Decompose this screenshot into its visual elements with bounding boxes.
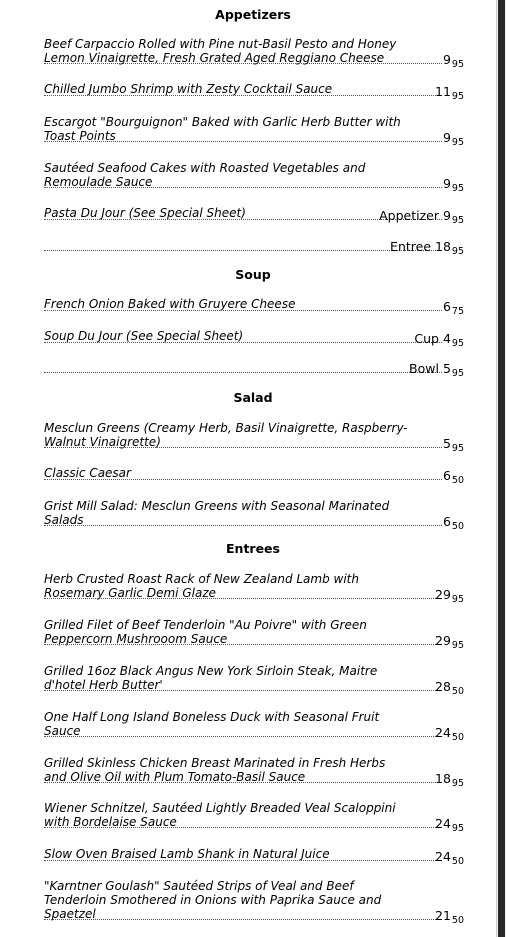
item-price: $29_{95}$ — [435, 633, 464, 651]
dotted-leader — [44, 525, 442, 526]
item-price: $24_{95}$ — [435, 816, 464, 834]
item-price: $11_{95}$ — [435, 84, 464, 102]
item-price: Entree $18_{95}$ — [390, 239, 464, 257]
dotted-leader — [44, 860, 442, 861]
dotted-leader — [44, 782, 442, 783]
menu-item — [44, 756, 464, 789]
item-price: $6_{50}$ — [442, 468, 464, 486]
item-price: $29_{95}$ — [435, 587, 464, 605]
section-heading-entrees: Entrees — [226, 541, 280, 556]
dotted-leader — [44, 919, 442, 920]
vertical-scrollbar[interactable] — [496, 0, 506, 937]
item-price: $9_{95}$ — [442, 52, 464, 70]
menu-item — [44, 206, 464, 226]
dotted-leader — [44, 598, 442, 599]
menu-item — [44, 466, 464, 486]
item-price: $24_{50}$ — [435, 849, 464, 867]
menu-item — [44, 847, 464, 867]
item-price: Bowl $5_{95}$ — [409, 361, 464, 379]
item-price: $28_{50}$ — [435, 679, 464, 697]
item-description: "Karntner Goulash" Sautéed Strips of Veal and Beef Tenderloin Smothered in Onions with Paprika Sauce and Spaetzel — [44, 879, 382, 921]
menu-item — [44, 329, 464, 349]
menu-item — [44, 82, 464, 102]
menu-item — [44, 572, 464, 605]
menu-item — [44, 618, 464, 651]
dotted-leader — [44, 372, 442, 373]
dotted-leader — [44, 187, 442, 188]
item-price: Appetizer $9_{95}$ — [379, 208, 464, 226]
dotted-leader — [44, 827, 442, 828]
dotted-leader — [44, 447, 442, 448]
menu-item — [44, 359, 464, 379]
dotted-leader — [44, 95, 442, 96]
item-description: Grilled 16oz Black Angus New York Sirloin Steak, Maitre d'hotel Herb Butter' — [44, 664, 378, 692]
item-price: $18_{95}$ — [435, 771, 464, 789]
menu-item — [44, 664, 464, 697]
menu-item — [44, 421, 464, 454]
item-description: French Onion Baked with Gruyere Cheese — [44, 297, 296, 311]
item-description: Escargot "Bourguignon" Baked with Garlic Herb Butter with Toast Points — [44, 115, 401, 143]
item-description: Soup Du Jour (See Special Sheet) — [44, 329, 244, 343]
item-description: Chilled Jumbo Shrimp with Zesty Cocktail Sauce — [44, 82, 333, 96]
item-description: Grilled Filet of Beef Tenderloin "Au Poivre" with Green Peppercorn Mushrooom Sauce — [44, 618, 367, 646]
item-description: Sautéed Seafood Cakes with Roasted Vegetables and Remoulade Sauce — [44, 161, 366, 189]
item-price: $6_{50}$ — [442, 514, 464, 532]
menu-item — [44, 297, 464, 317]
menu-item — [44, 115, 464, 148]
menu-item — [44, 37, 464, 70]
item-price: $21_{50}$ — [435, 908, 464, 926]
dotted-leader — [44, 479, 442, 480]
section-heading-salad: Salad — [233, 390, 273, 405]
item-description: One Half Long Island Boneless Duck with Seasonal Fruit Sauce — [44, 710, 380, 738]
item-price: $6_{75}$ — [442, 299, 464, 317]
item-description: Classic Caesar — [44, 466, 131, 480]
dotted-leader — [44, 63, 442, 64]
menu-item — [44, 499, 464, 532]
item-description: Slow Oven Braised Lamb Shank in Natural Juice — [44, 847, 330, 861]
item-description: Wiener Schnitzel, Sautéed Lightly Breaded Veal Scaloppini with Bordelaise Sauce — [44, 801, 396, 829]
item-description: Pasta Du Jour (See Special Sheet) — [44, 206, 246, 220]
dotted-leader — [44, 141, 442, 142]
item-price: $9_{95}$ — [442, 130, 464, 148]
dotted-leader — [44, 342, 442, 343]
menu-item — [44, 801, 464, 834]
menu-item — [44, 161, 464, 194]
dotted-leader — [44, 310, 442, 311]
item-price: $9_{95}$ — [442, 176, 464, 194]
item-price: Cup $4_{95}$ — [414, 331, 464, 349]
item-price: $24_{50}$ — [435, 725, 464, 743]
section-heading-soup: Soup — [235, 267, 271, 282]
dotted-leader — [44, 736, 442, 737]
item-description: Beef Carpaccio Rolled with Pine nut-Basil Pesto and Honey Lemon Vinaigrette, Fresh Grated Aged Reggiano Cheese — [44, 37, 397, 65]
menu-item — [44, 237, 464, 257]
item-price: $5_{95}$ — [442, 436, 464, 454]
item-description: Grist Mill Salad: Mesclun Greens with Seasonal Marinated Salads — [44, 499, 390, 527]
item-description: Grilled Skinless Chicken Breast Marinated in Fresh Herbs and Olive Oil with Plum Tomato-Basil Sauce — [44, 756, 386, 784]
dotted-leader — [44, 250, 442, 251]
dotted-leader — [44, 644, 442, 645]
menu-item — [44, 710, 464, 743]
item-description: Mesclun Greens (Creamy Herb, Basil Vinaigrette, Raspberry- Walnut Vinaigrette) — [44, 421, 408, 449]
section-heading-appetizers: Appetizers — [215, 7, 291, 22]
dotted-leader — [44, 690, 442, 691]
scrollbar-thumb[interactable] — [498, 0, 505, 937]
item-description: Herb Crusted Roast Rack of New Zealand Lamb with Rosemary Garlic Demi Glaze — [44, 572, 359, 600]
menu-item — [44, 879, 464, 926]
